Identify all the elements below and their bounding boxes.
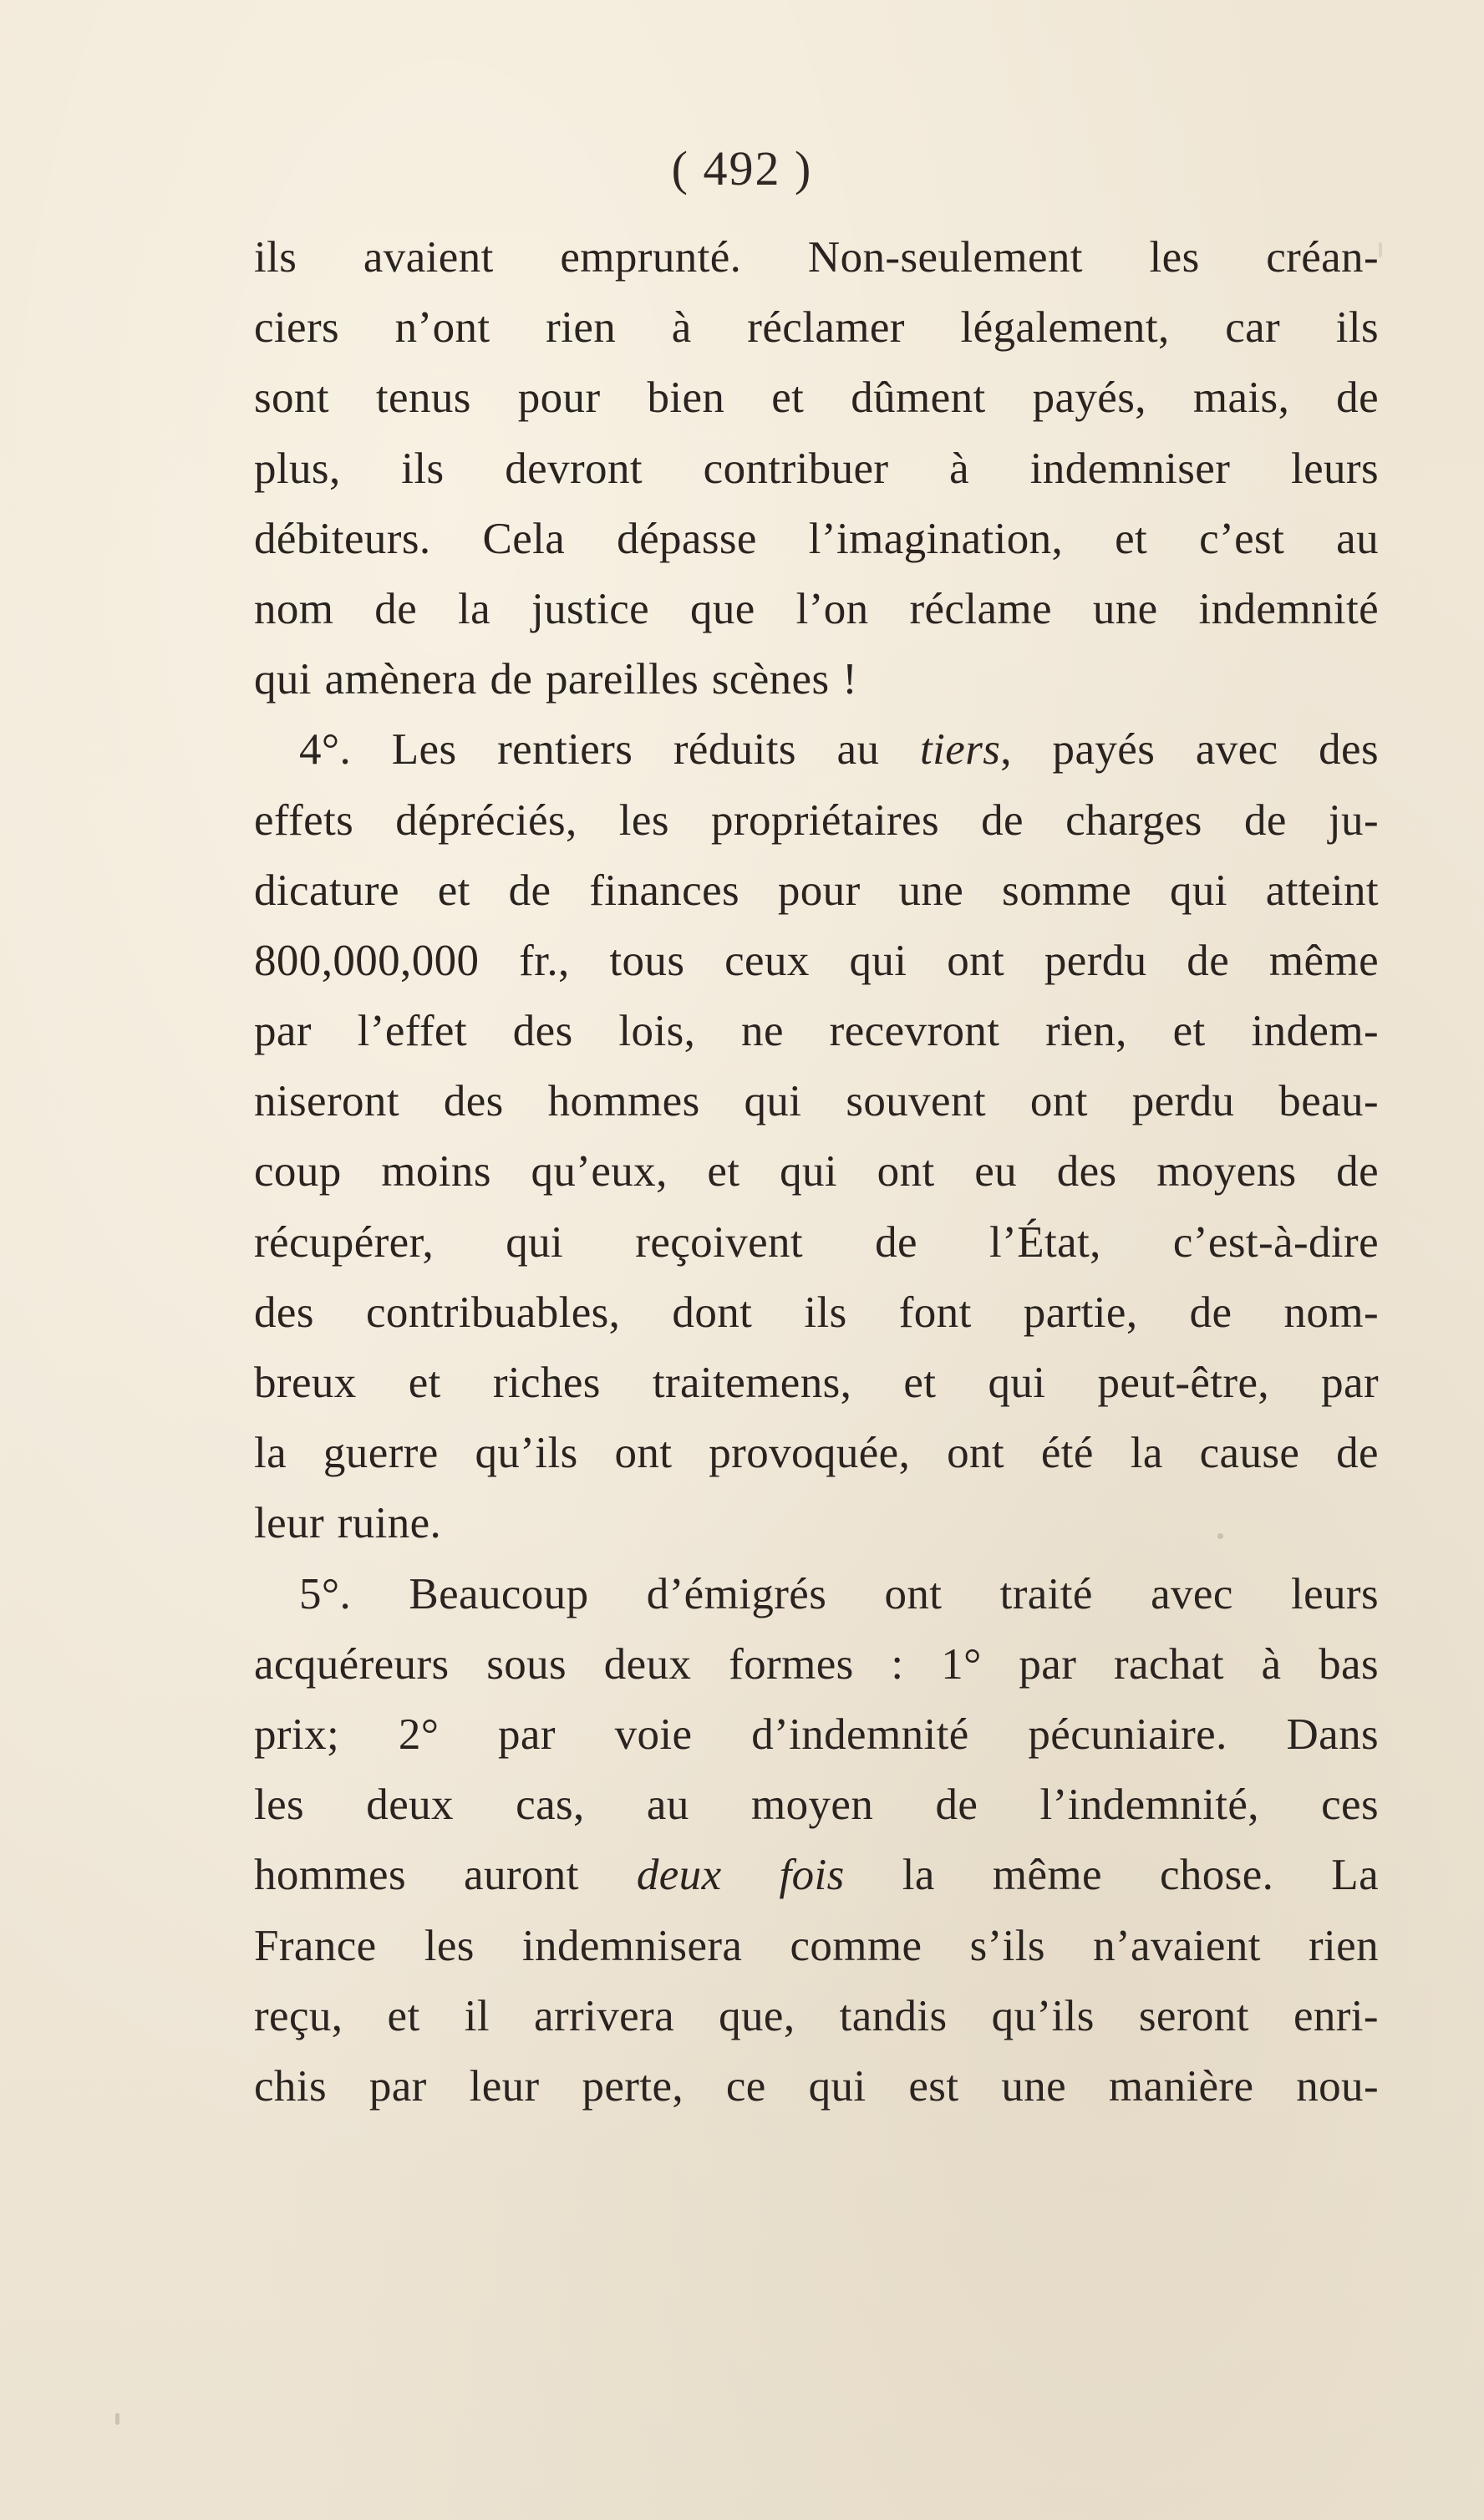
text-line: acquéreurs sous deux formes : 1° par rachat à bas [254,1639,1379,1689]
text-line: par l’effet des lois, ne recevront rien, et indem- [254,1007,1379,1056]
emphasis-text: tiers [920,725,1001,775]
text-line: nom de la justice que l’on réclame une indemnité [254,584,1379,633]
text-line: débiteurs. Cela dépasse l’imagination, et c’est au [254,514,1379,563]
page-number: ( 492 ) [671,141,813,196]
text-line: niseront des hommes qui souvent ont perdu beau- [254,1077,1379,1126]
text-line: leur ruine. [254,1499,442,1548]
text-line: breux et riches traitemens, et qui peut-être, par [254,1359,1379,1407]
text-line: des contribuables, dont ils font partie, de nom- [254,1288,1379,1337]
text-line: sont tenus pour bien et dûment payés, mais, de [254,373,1379,423]
text-line: coup moins qu’eux, et qui ont eu des moyens de [254,1147,1379,1196]
text-line: hommes auront deux fois la même chose. La [254,1851,1379,1900]
text-line: les deux cas, au moyen de l’indemnité, ces [254,1781,1379,1830]
paper-speck [1217,1533,1223,1539]
text-line: chis par leur perte, ce qui est une manière nou- [254,2061,1379,2111]
text-line: France les indemnisera comme s’ils n’avaient rien [254,1921,1379,1970]
text-line: qui amènera de pareilles scènes ! [254,655,858,704]
paper-speck [115,2413,119,2425]
text-line: la guerre qu’ils ont provoquée, ont été la cause de [254,1429,1379,1478]
text-line: dicature et de finances pour une somme qui atteint [254,866,1379,915]
paper-speck [1379,242,1382,257]
text-line: prix; 2° par voie d’indemnité pécuniaire. Dans [254,1710,1379,1759]
paragraph-start-line: 4°. Les rentiers réduits au tiers, payés avec des [299,725,1380,775]
text-line: effets dépréciés, les propriétaires de charges de ju- [254,795,1379,845]
text-line: récupérer, qui reçoivent de l’État, c’est-à-dire [254,1217,1379,1267]
text-line: reçu, et il arrivera que, tandis qu’ils seront enri- [254,1991,1379,2040]
text-line: ils avaient emprunté. Non-seulement les créan- [254,233,1379,282]
text-line: 800,000,000 fr., tous ceux qui ont perdu de même [254,936,1379,985]
body-text [254,222,1379,2121]
text-line: plus, ils devront contribuer à indemniser leurs [254,444,1379,493]
text-line: ciers n’ont rien à réclamer légalement, car ils [254,303,1379,353]
paragraph-start-line: 5°. Beaucoup d’émigrés ont traité avec leurs [299,1569,1379,1618]
emphasis-text: deux fois [636,1851,845,1900]
